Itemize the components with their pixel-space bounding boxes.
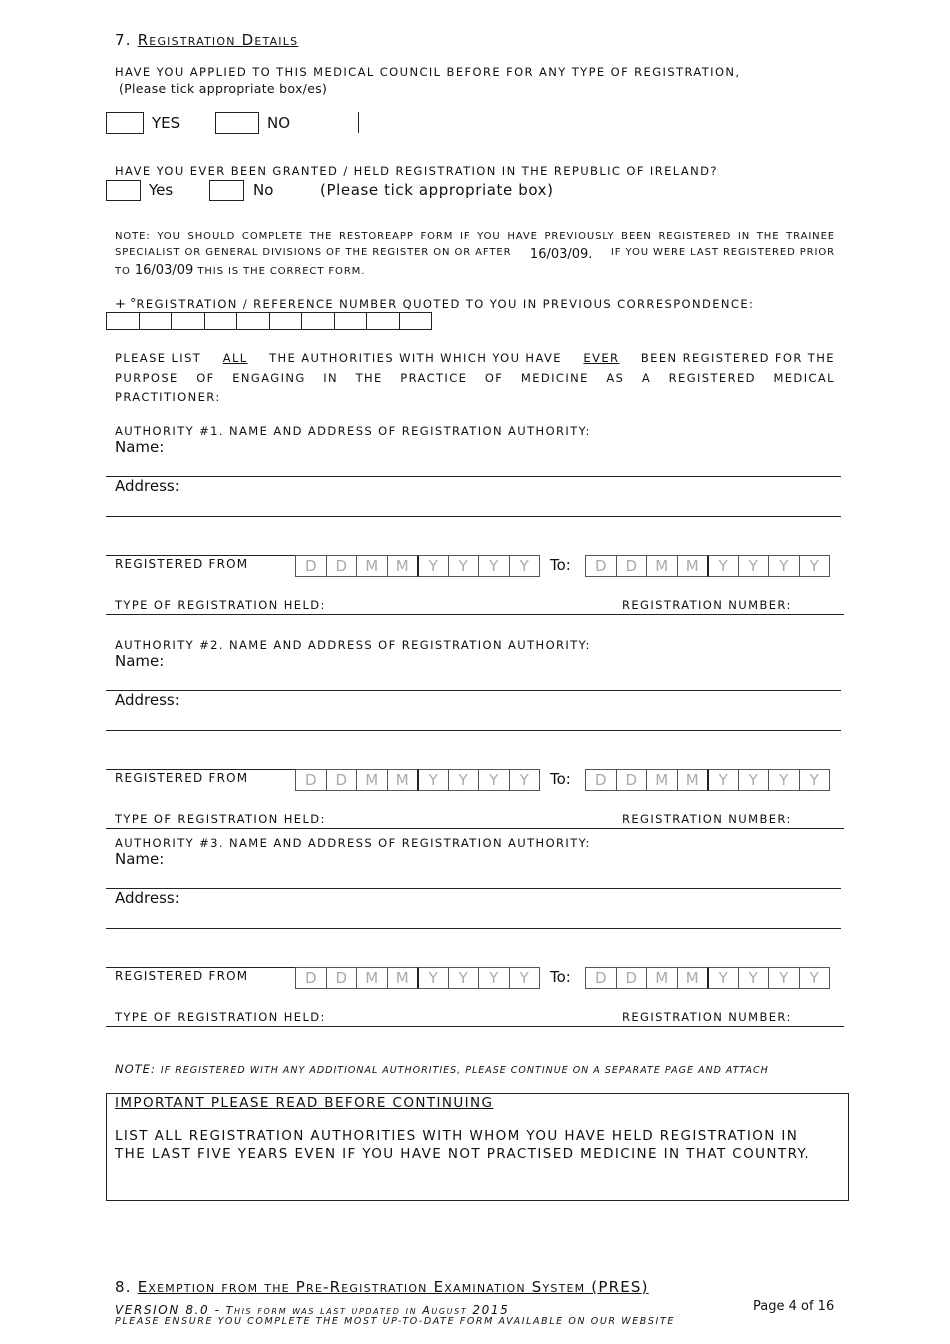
date-digit-box[interactable]: Y <box>478 967 510 989</box>
reference-label <box>115 293 754 312</box>
intro-ever-emphasis: EVER <box>583 351 620 365</box>
reference-digit-box[interactable] <box>269 312 303 330</box>
date-digit-box[interactable]: D <box>295 555 327 577</box>
date-digit-box[interactable]: M <box>356 769 388 791</box>
q1-hint: (Please tick appropriate box/es) <box>119 81 328 96</box>
footer-version-label: VERSION 8.0 - <box>115 1303 221 1317</box>
date-digit-box[interactable]: M <box>387 555 419 577</box>
type-of-registration-label: TYPE OF REGISTRATION HELD: <box>115 1010 326 1024</box>
date-digit-box[interactable]: Y <box>448 555 480 577</box>
date-digit-box[interactable]: D <box>585 769 617 791</box>
type-of-registration-label: TYPE OF REGISTRATION HELD: <box>115 598 326 612</box>
section-7-title: Registration Details <box>137 31 299 49</box>
date-digit-box[interactable]: Y <box>768 967 800 989</box>
note-line-3-b: THIS IS THE CORRECT FORM. <box>197 266 366 277</box>
reference-digit-box[interactable] <box>204 312 238 330</box>
date-digit-box[interactable]: Y <box>509 555 541 577</box>
reference-prefix: + ° <box>115 297 137 312</box>
date-digit-box[interactable]: M <box>646 769 678 791</box>
authority-heading-prefix: AUTHORITY #2. <box>115 638 224 652</box>
date-digit-box[interactable]: M <box>387 967 419 989</box>
authority-heading-text: NAME AND ADDRESS OF REGISTRATION AUTHORITY: <box>229 424 591 438</box>
date-digit-box[interactable]: Y <box>448 769 480 791</box>
note-line-1: NOTE: YOU SHOULD COMPLETE THE RESTOREAPP FORM IF YOU HAVE PREVIOUSLY BEEN REGISTERED IN THE TRAINEE <box>115 231 835 242</box>
q2-text: HAVE YOU EVER BEEN GRANTED / HELD REGISTRATION IN THE REPUBLIC OF IRELAND? <box>115 164 718 178</box>
date-digit-box[interactable]: Y <box>799 967 831 989</box>
date-digit-box[interactable]: M <box>646 967 678 989</box>
date-digit-box[interactable]: Y <box>799 555 831 577</box>
type-number-field-line[interactable] <box>106 1026 844 1027</box>
date-digit-box[interactable]: M <box>646 555 678 577</box>
registered-to-date[interactable] <box>585 555 829 577</box>
q1-no-label: NO <box>267 114 291 132</box>
section-8-number: 8. <box>115 1278 132 1296</box>
date-digit-box[interactable]: Y <box>707 967 739 989</box>
intro-text-c: BEEN REGISTERED FOR THE <box>640 351 835 365</box>
address-field-line[interactable] <box>106 730 841 731</box>
date-digit-box[interactable]: Y <box>768 769 800 791</box>
name-field-line[interactable] <box>106 476 841 477</box>
q2-yes-label: Yes <box>149 181 174 199</box>
date-digit-box[interactable]: D <box>616 769 648 791</box>
date-digit-box[interactable]: D <box>326 967 358 989</box>
date-digit-box[interactable]: D <box>585 555 617 577</box>
date-digit-box[interactable]: Y <box>768 555 800 577</box>
q2-no-checkbox[interactable] <box>209 180 244 201</box>
note-line-2-b: IF YOU WERE LAST REGISTERED PRIOR <box>610 247 835 258</box>
date-digit-box[interactable]: Y <box>738 769 770 791</box>
reference-digit-box[interactable] <box>399 312 433 330</box>
registration-number-label: REGISTRATION NUMBER: <box>622 1010 792 1024</box>
registered-from-topline <box>106 967 296 968</box>
name-field-line[interactable] <box>106 888 841 889</box>
date-digit-box[interactable]: M <box>387 769 419 791</box>
date-digit-box[interactable]: Y <box>738 555 770 577</box>
section-7-heading <box>115 31 298 49</box>
reference-number-boxes[interactable] <box>106 312 431 330</box>
important-box <box>106 1093 849 1201</box>
address-label: Address: <box>115 889 180 907</box>
date-digit-box[interactable]: D <box>326 769 358 791</box>
date-digit-box[interactable]: Y <box>417 967 449 989</box>
reference-digit-box[interactable] <box>236 312 270 330</box>
date-digit-box[interactable]: Y <box>448 967 480 989</box>
authorities-intro-line-2: PURPOSE OF ENGAGING IN THE PRACTICE OF MEDICINE AS A REGISTERED MEDICAL <box>115 371 835 385</box>
date-digit-box[interactable]: D <box>585 967 617 989</box>
authority-heading-text: NAME AND ADDRESS OF REGISTRATION AUTHORITY: <box>229 638 591 652</box>
name-field-line[interactable] <box>106 690 841 691</box>
to-label: To: <box>550 770 571 788</box>
q2-hint: (Please tick appropriate box) <box>320 181 554 199</box>
authorities-intro-line-3: PRACTITIONER: <box>115 390 221 404</box>
address-label: Address: <box>115 691 180 709</box>
name-label: Name: <box>115 652 165 670</box>
reference-digit-box[interactable] <box>366 312 400 330</box>
date-digit-box[interactable]: Y <box>738 967 770 989</box>
authority-heading-prefix: AUTHORITY #3. <box>115 836 224 850</box>
authority-heading-prefix: AUTHORITY #1. <box>115 424 224 438</box>
authority-heading <box>115 634 591 653</box>
intro-all-emphasis: ALL <box>222 351 248 365</box>
authority-heading <box>115 420 591 439</box>
date-digit-box[interactable]: D <box>616 967 648 989</box>
registered-from-topline <box>106 555 296 556</box>
reference-digit-box[interactable] <box>301 312 335 330</box>
note-line-3-a: TO <box>115 266 131 277</box>
registered-to-date[interactable] <box>585 967 829 989</box>
date-digit-box[interactable]: Y <box>707 555 739 577</box>
note-line-2 <box>115 247 835 262</box>
footer-version-year: 2015 <box>472 1303 510 1317</box>
registered-from-label: REGISTERED FROM <box>115 969 249 983</box>
authority-heading <box>115 832 591 851</box>
footer-instruction: PLEASE ENSURE YOU COMPLETE THE MOST UP-TO-DATE FORM AVAILABLE ON OUR WEBSITE <box>115 1316 675 1327</box>
reference-digit-box[interactable] <box>106 312 140 330</box>
important-line-2: THE LAST FIVE YEARS EVEN IF YOU HAVE NOT PRACTISED MEDICINE IN THAT COUNTRY. <box>115 1146 811 1162</box>
additional-note <box>115 1058 769 1077</box>
registration-number-label: REGISTRATION NUMBER: <box>622 598 792 612</box>
q1-text: HAVE YOU APPLIED TO THIS MEDICAL COUNCIL BEFORE FOR ANY TYPE OF REGISTRATION, <box>115 65 741 79</box>
authorities-intro-line-1 <box>115 351 835 365</box>
type-number-field-line[interactable] <box>106 828 844 829</box>
date-digit-box[interactable]: M <box>677 769 709 791</box>
date-digit-box[interactable]: M <box>356 967 388 989</box>
q2-no-label: No <box>253 181 274 199</box>
date-digit-box[interactable]: Y <box>478 769 510 791</box>
note-line-3-date: 16/03/09 <box>134 263 194 278</box>
authority-heading-text: NAME AND ADDRESS OF REGISTRATION AUTHORITY: <box>229 836 591 850</box>
address-field-line[interactable] <box>106 516 841 517</box>
address-field-line[interactable] <box>106 928 841 929</box>
q1-yes-label: YES <box>152 114 181 132</box>
date-digit-box[interactable]: M <box>677 967 709 989</box>
registration-number-label: REGISTRATION NUMBER: <box>622 812 792 826</box>
q2-yes-checkbox[interactable] <box>106 180 141 201</box>
name-label: Name: <box>115 438 165 456</box>
date-digit-box[interactable]: Y <box>799 769 831 791</box>
registered-from-date[interactable] <box>295 555 539 577</box>
additional-note-prefix: NOTE: <box>115 1062 156 1076</box>
intro-text-b: THE AUTHORITIES WITH WHICH YOU HAVE <box>269 351 562 365</box>
divider-mark <box>358 112 359 133</box>
q1-no-checkbox[interactable] <box>215 112 259 134</box>
registered-to-date[interactable] <box>585 769 829 791</box>
q1-yes-checkbox[interactable] <box>106 112 144 134</box>
reference-text: REGISTRATION / REFERENCE NUMBER QUOTED TO YOU IN PREVIOUS CORRESPONDENCE: <box>136 297 755 311</box>
registered-from-label: REGISTERED FROM <box>115 771 249 785</box>
important-title: IMPORTANT PLEASE READ BEFORE CONTINUING <box>115 1095 494 1111</box>
section-8-heading <box>115 1278 649 1296</box>
date-digit-box[interactable]: Y <box>417 769 449 791</box>
reference-digit-box[interactable] <box>171 312 205 330</box>
important-line-1: LIST ALL REGISTRATION AUTHORITIES WITH WHOM YOU HAVE HELD REGISTRATION IN <box>115 1128 799 1144</box>
to-label: To: <box>550 556 571 574</box>
date-digit-box[interactable]: Y <box>509 769 541 791</box>
date-digit-box[interactable]: Y <box>509 967 541 989</box>
to-label: To: <box>550 968 571 986</box>
reference-digit-box[interactable] <box>139 312 173 330</box>
address-label: Address: <box>115 477 180 495</box>
registered-from-label: REGISTERED FROM <box>115 557 249 571</box>
additional-note-text: IF REGISTERED WITH ANY ADDITIONAL AUTHORITIES, PLEASE CONTINUE ON A SEPARATE PAGE AND ATTACH <box>160 1065 769 1076</box>
note-line-3 <box>115 263 365 278</box>
date-digit-box[interactable]: Y <box>707 769 739 791</box>
section-7-number: 7. <box>115 31 132 49</box>
date-digit-box[interactable]: M <box>677 555 709 577</box>
note-line-2-a: SPECIALIST OR GENERAL DIVISIONS OF THE REGISTER ON OR AFTER <box>115 247 512 258</box>
page-number: Page 4 of 16 <box>753 1299 835 1314</box>
registered-from-topline <box>106 769 296 770</box>
registered-from-date[interactable] <box>295 967 539 989</box>
footer-version-text: This form was last updated in August <box>225 1304 468 1317</box>
type-number-field-line[interactable] <box>106 614 844 615</box>
name-label: Name: <box>115 850 165 868</box>
note-line-2-date: 16/03/09. <box>529 247 593 262</box>
date-digit-box[interactable]: M <box>356 555 388 577</box>
intro-text-a: PLEASE LIST <box>115 351 202 365</box>
registered-from-date[interactable] <box>295 769 539 791</box>
type-of-registration-label: TYPE OF REGISTRATION HELD: <box>115 812 326 826</box>
date-digit-box[interactable]: D <box>295 967 327 989</box>
date-digit-box[interactable]: D <box>295 769 327 791</box>
date-digit-box[interactable]: D <box>616 555 648 577</box>
reference-digit-box[interactable] <box>334 312 368 330</box>
section-8-title: Exemption from the Pre-Registration Examination System (PRES) <box>137 1278 649 1296</box>
date-digit-box[interactable]: Y <box>417 555 449 577</box>
date-digit-box[interactable]: D <box>326 555 358 577</box>
date-digit-box[interactable]: Y <box>478 555 510 577</box>
